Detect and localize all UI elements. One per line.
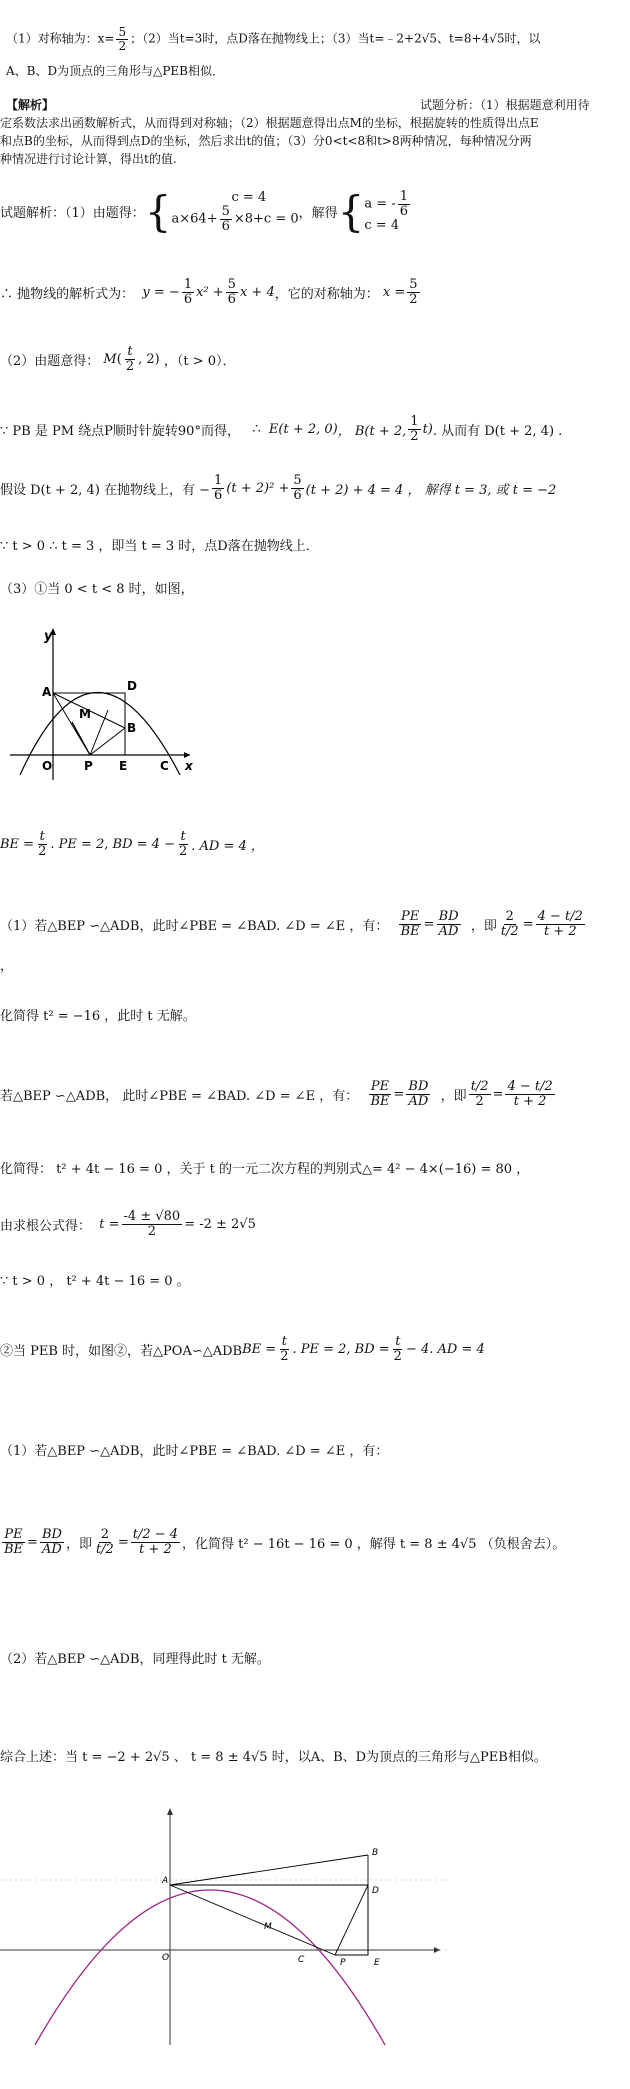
assume-line: 假设 D(t + 2, 4) 在抛物线上，有 − $\frac{1}{6}$ (t + 2)² + $\frac{5}{6}$ (t + 2) + 4 = 4 ， 解得 t = 3, 或 t = −2 [0, 473, 557, 503]
analysis-header: 【解析】 [6, 98, 55, 112]
fig1-label-o: O [42, 759, 53, 773]
lengths-line: BE = $\frac{t}{2}$ . PE = 2, BD = 4 − $\frac{t}{2}$ . AD = 4 ， [0, 829, 264, 859]
step-2-line: （2）由题意得： M ( $\frac{t}{2}$ , 2) ，（t > 0）． [0, 344, 236, 374]
fig1-label-b: B [127, 721, 137, 735]
answer-frac: $\frac{5}{2}$ [118, 25, 127, 53]
case-4-line: （2）若△BEP ∽△ADB，同理得此时 t 无解。 [0, 1652, 270, 1667]
fig2-label-c: C [298, 1955, 305, 1965]
fig1-label-p: P [84, 759, 93, 773]
solution-step-1: 试题解析：（1）由题得： { c = 4 a×64+ $\frac{5}{6}$ ×8+c = 0 ，解得 { a = - $\frac{1}{6}$ c = 4 [0, 186, 408, 236]
fig1-label-e: E [119, 759, 128, 773]
answer-line-1: （1）对称轴为：x= $\frac{5}{2}$ ；（2）当t=3时，点D落在抛物线上；（3）当t=﹣2+2√5、t=8+4√5时，以 [6, 25, 541, 53]
simp-1: 化简得 t² = −16 ，此时 t 无解。 [0, 1009, 196, 1024]
analysis-line-1: 定系数法求出函数解析式，从而得到对称轴；（2）根据题意得出点M的坐标，根据旋转的性质得出点E [0, 116, 539, 130]
figure-2 [0, 1805, 450, 2050]
comma-1: ， [0, 959, 14, 974]
positive-line: ∵ t > 0 ， t² + 4t − 16 = 0 。 [0, 1274, 190, 1289]
fig2-label-b: B [372, 1848, 379, 1858]
fig1-label-y: y [44, 629, 53, 644]
summary-line: 综合上述：当 t = −2 + 2√5 、 t = 8 ± 4√5 时，以A、B、D为顶点的三角形与△PEB相似。 [0, 1750, 547, 1765]
fig1-label-c: C [160, 759, 169, 773]
case-3-eq: $\frac{PE}{BE}$ = $\frac{BD}{AD}$ ，即 $\frac{2}{t/2}$ = $\frac{t/2 - 4}{t + 2}$ ，化简得 t² − 16t − 16 = 0 ，解得 t = 8 ± 4√5 （负根舍去）。 [4, 1527, 566, 1557]
fig2-label-e: E [374, 1958, 380, 1968]
analysis-right: 试题分析：（1）根据题意利用待 [420, 98, 590, 112]
simp-2: 化简得： t² + 4t − 16 = 0 ，关于 t 的一元二次方程的判别式△= 4² − 4×(−16) = 80 ， [0, 1162, 530, 1177]
case-1-line: （1）若△BEP ∽△ADB，此时∠PBE = ∠BAD. ∠D = ∠E ，有： $\frac{PE}{BE}$ = $\frac{BD}{AD}$ ，即 $\frac{2}{t/2}$ = $\frac{4 - t/2}{t + 2}$ [0, 909, 583, 939]
fig2-label-d: D [372, 1886, 379, 1896]
fig1-label-m: M [79, 707, 91, 721]
root-line: 由求根公式得： t = $\frac{-4 \pm √80}{2}$ = -2 ± 2√5 [0, 1209, 256, 1239]
case-2-line: 若△BEP ∽△ADB， 此时∠PBE = ∠BAD. ∠D = ∠E ，有： $\frac{PE}{BE}$ = $\frac{BD}{AD}$ ，即 $\frac{t/2}{2}$ = $\frac{4 - t/2}{t + 2}$ [0, 1079, 553, 1109]
parabola-line: ∴ 抛物线的解析式为： y = − $\frac{1}{6}$ x² + $\frac{5}{6}$ x + 4 ，它的对称轴为： x = $\frac{5}{2}$ [0, 277, 418, 307]
fig2-label-m: M [264, 1922, 272, 1932]
analysis-line-2: 和点B的坐标，从而得到点D的坐标，然后求出t的值；（3）分0<t<8和t>8两种情况，每种情况分两 [0, 134, 532, 148]
fig1-label-a: A [42, 685, 52, 699]
analysis-line-3: 种情况进行讨论计算，得出t的值. [0, 152, 177, 166]
fig2-label-p: P [340, 1958, 346, 1968]
answer-part2: ；（2）当t=3时，点D落在抛物线上；（3）当t=﹣2+2 [130, 31, 422, 46]
fig1-label-x: x [185, 759, 193, 773]
case-ii-line: ②当 PEB 时，如图②，若△POA∽△ADB BE = $\frac{t}{2}$ . PE = 2, BD = $\frac{t}{2}$ − 4. AD = 4 [0, 1334, 485, 1364]
answer-line-2: A、B、D为顶点的三角形与△PEB相似． [6, 64, 224, 78]
fig1-label-d: D [127, 679, 137, 693]
step-3-line: （3）①当 0 < t < 8 时，如图， [0, 582, 194, 597]
figure-1 [0, 610, 200, 785]
fig2-label-a: A [162, 1876, 169, 1886]
conclude-2: ∵ t > 0 ∴ t = 3 ，即当 t = 3 时，点D落在抛物线上． [0, 539, 319, 554]
rotation-line: ∵ PB 是 PM 绕点P顺时针旋转90°而得， ∴ E(t + 2, 0) ， B(t + 2, $\frac{1}{2}$ t) . 从而有 D(t + 2, 4) . [0, 414, 563, 444]
case-3-line: （1）若△BEP ∽△ADB，此时∠PBE = ∠BAD. ∠D = ∠E ，有： [0, 1444, 389, 1459]
answer-part1: （1）对称轴为：x= [6, 31, 115, 46]
fig2-label-o: O [162, 1953, 170, 1963]
